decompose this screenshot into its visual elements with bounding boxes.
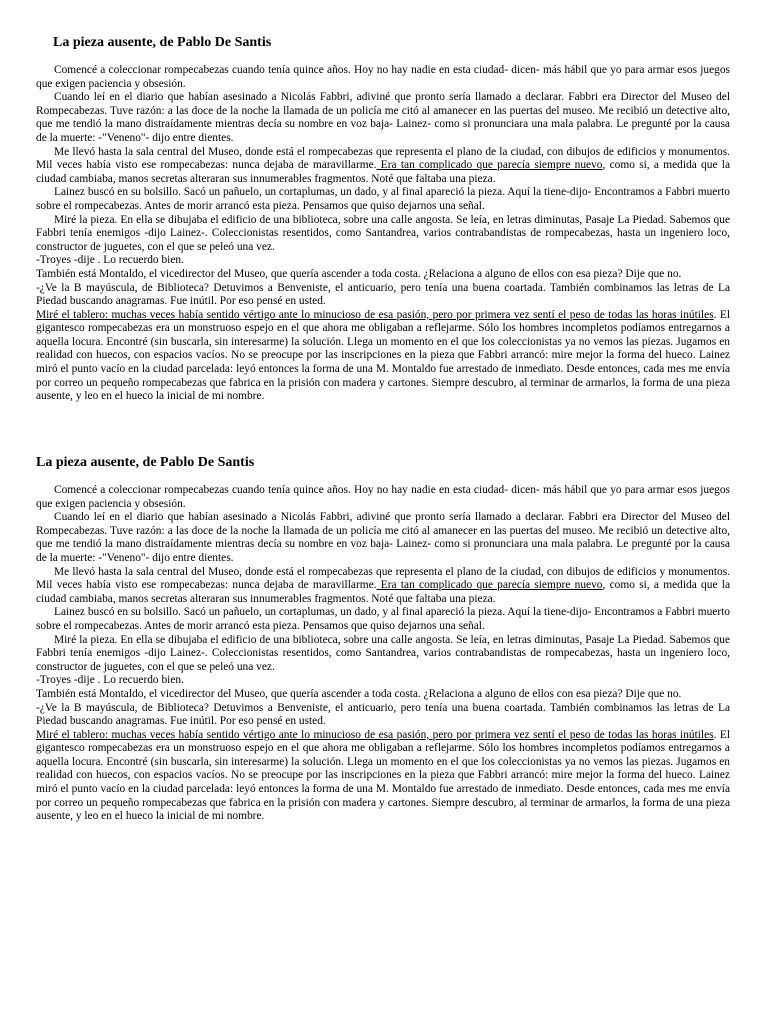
text-run: , como si, a medida que la ciudad cambiaba, manos secretas alteraran sus innumerables fragmentos. Noté que faltaba una pieza.: [36, 159, 730, 185]
paragraph: Miré la pieza. En ella se dibujaba el edificio de una biblioteca, sobre una calle angosta. Se leía, en letras diminutas, Pasaje La Piedad. Sabemos que Fabbri tenía enemigos -dijo Lainez-. Coleccionistas resentidos, como Santandrea, varios contrabandistas de rompecabezas, hasta un ingeniero loco, constructor de juguetes, con el que se peleó una vez.: [36, 633, 730, 673]
paragraph: Lainez buscó en su bolsillo. Sacó un pañuelo, un cortaplumas, un dado, y al final apareció la pieza. Aquí la tiene-dijo- Encontramos a Fabbri muerto sobre el rompecabezas. Antes de morir arrancó esta pieza. Pensamos que quiso dejarnos una señal.: [36, 606, 730, 632]
paragraph: -¿Ve la B mayúscula, de Biblioteca? Detuvimos a Benveniste, el anticuario, pero tenía una buena coartada. También combinamos las letras de La Piedad buscando anagramas. Fue inútil. Por eso pensé en usted.: [36, 701, 730, 728]
paragraph: Cuando leí en el diario que habían asesinado a Nicolás Fabbri, adiviné que pronto sería llamado a declarar. Fabbri era Director del Museo del Rompecabezas. Tuve razón: a las doce de la noche la llamada de un policía me citó al amanecer en las puertas del museo. Me recibió un detective alto, que me tendió la mano distraídamente mientras decía su nombre en voz baja- Lainez- como si pronunciara una mala palabra. Le pregunté por la causa de la muerte: -"Veneno"- dijo entre dientes.: [36, 511, 730, 564]
paragraph: También está Montaldo, el vicedirector del Museo, que quería ascender a toda costa. ¿Relaciona a alguno de ellos con esa pieza? Dije que no.: [36, 687, 682, 700]
text-run: . El gigantesco rompecabezas era un monstruoso espejo en el que ahora me obligaban a reflejarme. Sólo los hombres incompletos podíamos entregarnos a aquella locura. Encontré (sin buscarla, sin interesarme) la solución. Llega un momento en el que los coleccionistas ya no vemos las piezas. Jugamos en realidad con huecos, con espacios vacíos. No se preocupe por las inscripciones en la pieza que Fabbri arrancó: mire mejor la forma del hueco. Lainez miró el punto vacío en la ciudad parcelada: leyó entonces la forma de una M. Montaldo fue arrestado de inmediato. Desde entonces, cada mes me envía por correo un pequeño rompecabezas que fabrica en la prisión con madera y cartones. Siempre descubro, al terminar de armarlos, la forma de una pieza ausente, y leo en el hueco la inicial de mi nombre.: [36, 728, 731, 823]
story-section: [36, 34, 730, 404]
paragraph: Cuando leí en el diario que habían asesinado a Nicolás Fabbri, adiviné que pronto sería llamado a declarar. Fabbri era Director del Museo del Rompecabezas. Tuve razón: a las doce de la noche la llamada de un policía me citó al amanecer en las puertas del museo. Me recibió un detective alto, que me tendió la mano distraídamente mientras decía su nombre en voz baja- Lainez- como si pronunciara una mala palabra. Le pregunté por la causa de la muerte: -"Veneno"- dijo entre dientes.: [36, 91, 730, 144]
text-run: , como si, a medida que la ciudad cambiaba, manos secretas alteraran sus innumerables fragmentos. Noté que faltaba una pieza.: [36, 579, 730, 605]
paragraph: Lainez buscó en su bolsillo. Sacó un pañuelo, un cortaplumas, un dado, y al final apareció la pieza. Aquí la tiene-dijo- Encontramos a Fabbri muerto sobre el rompecabezas. Antes de morir arrancó esta pieza. Pensamos que quiso dejarnos una señal.: [36, 186, 730, 212]
paragraph: [36, 146, 730, 187]
story-title: La pieza ausente, de Pablo De Santis: [53, 35, 272, 50]
story-title: La pieza ausente, de Pablo De Santis: [36, 455, 255, 470]
underlined-text: Era tan complicado que parecía siempre nuevo: [376, 159, 603, 172]
paragraph: Miré la pieza. En ella se dibujaba el edificio de una biblioteca, sobre una calle angosta. Se leía, en letras diminutas, Pasaje La Piedad. Sabemos que Fabbri tenía enemigos -dijo Lainez-. Coleccionistas resentidos, como Santandrea, varios contrabandistas de rompecabezas, hasta un ingeniero loco, constructor de juguetes, con el que se peleó una vez.: [36, 213, 730, 253]
text-run: Me llevó hasta la sala central del Museo, donde está el rompecabezas que representa el plano de la ciudad, con dibujos de edificios y monumentos. Mil veces había visto ese rompecabezas: nunca dejaba de maravillarme.: [36, 145, 730, 172]
text-run: Me llevó hasta la sala central del Museo, donde está el rompecabezas que representa el plano de la ciudad, con dibujos de edificios y monumentos. Mil veces había visto ese rompecabezas: nunca dejaba de maravillarme.: [36, 565, 730, 592]
story-section: [36, 454, 730, 824]
paragraph: -¿Ve la B mayúscula, de Biblioteca? Detuvimos a Benveniste, el anticuario, pero tenía una buena coartada. También combinamos las letras de La Piedad buscando anagramas. Fue inútil. Por eso pensé en usted.: [36, 281, 730, 308]
paragraph: -Troyes -dije . Lo recuerdo bien.: [36, 254, 184, 267]
paragraph: -Troyes -dije . Lo recuerdo bien.: [36, 674, 184, 687]
paragraph: Comencé a coleccionar rompecabezas cuando tenía quince años. Hoy no hay nadie en esta ciudad- dicen- más hábil que yo para armar esos juegos que exigen paciencia y obsesión.: [36, 484, 730, 510]
paragraph: Comencé a coleccionar rompecabezas cuando tenía quince años. Hoy no hay nadie en esta ciudad- dicen- más hábil que yo para armar esos juegos que exigen paciencia y obsesión.: [36, 64, 730, 90]
paragraph: [36, 729, 730, 824]
paragraph: También está Montaldo, el vicedirector del Museo, que quería ascender a toda costa. ¿Relaciona a alguno de ellos con esa pieza? Dije que no.: [36, 267, 682, 280]
paragraph: [36, 566, 730, 607]
text-run: . El gigantesco rompecabezas era un monstruoso espejo en el que ahora me obligaban a reflejarme. Sólo los hombres incompletos podíamos entregarnos a aquella locura. Encontré (sin buscarla, sin interesarme) la solución. Llega un momento en el que los coleccionistas ya no vemos las piezas. Jugamos en realidad con huecos, con espacios vacíos. No se preocupe por las inscripciones en la pieza que Fabbri arrancó: mire mejor la forma del hueco. Lainez miró el punto vacío en la ciudad parcelada: leyó entonces la forma de una M. Montaldo fue arrestado de inmediato. Desde entonces, cada mes me envía por correo un pequeño rompecabezas que fabrica en la prisión con madera y cartones. Siempre descubro, al terminar de armarlos, la forma de una pieza ausente, y leo en el hueco la inicial de mi nombre.: [36, 308, 731, 403]
underlined-text: Miré el tablero: muchas veces había sentido vértigo ante lo minucioso de esa pasión, pero por primera vez sentí el peso de todas las horas inútiles: [36, 728, 714, 741]
paragraph: [36, 309, 730, 404]
underlined-text: Era tan complicado que parecía siempre nuevo: [376, 579, 603, 592]
underlined-text: Miré el tablero: muchas veces había sentido vértigo ante lo minucioso de esa pasión, pero por primera vez sentí el peso de todas las horas inútiles: [36, 308, 714, 321]
